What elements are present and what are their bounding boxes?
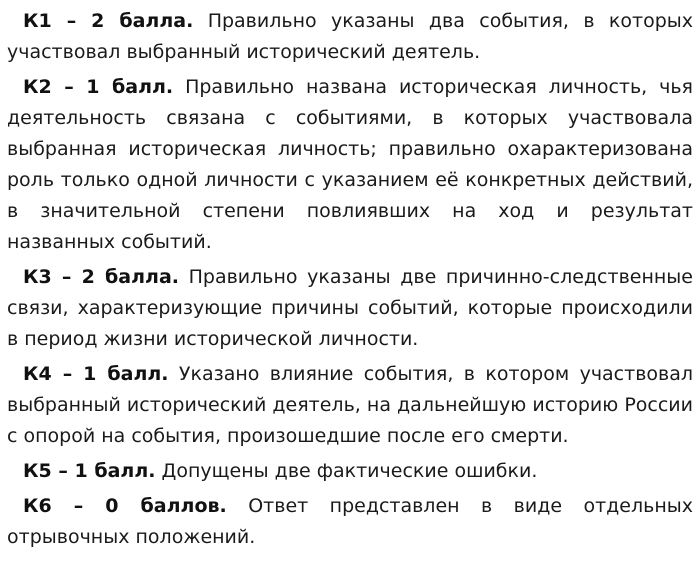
criterion-label: К1 – 2 балла. <box>23 10 194 32</box>
criterion-text: Допущены две фактические ошибки. <box>161 460 538 482</box>
criterion-text: Правильно названа историческая личность, чья деятельность связана с событиями, в которых участвовала выбранная историческая личность; правильно охарактеризована роль только одной личности с указанием её конкретных действий, в значительной степени повлиявших на ход и результат названных событий. <box>7 76 693 253</box>
criterion-text: Правильно указаны два события, в которых участвовал выбранный исторический деятель. <box>7 10 693 63</box>
criterion-k2 <box>7 72 693 258</box>
criterion-label: К2 – 1 балл. <box>23 76 174 98</box>
criterion-k3 <box>7 262 693 355</box>
criterion-label: К4 – 1 балл. <box>23 363 169 385</box>
criterion-k1 <box>7 6 693 68</box>
criterion-k5 <box>7 456 693 487</box>
criterion-text: Правильно указаны две причинно-следственные связи, характеризующие причины событий, которые происходили в период жизни исторической личности. <box>7 266 693 350</box>
criterion-k6 <box>7 491 693 553</box>
criterion-text: Ответ представлен в виде отдельных отрывочных положений. <box>7 495 694 548</box>
criterion-label: К6 – 0 баллов. <box>23 495 227 517</box>
criterion-label: К5 – 1 балл. <box>23 460 156 482</box>
criterion-text: Указано влияние события, в котором участвовал выбранный исторический деятель, на дальнейшую историю России с опорой на события, произошедшие после его смерти. <box>7 363 694 447</box>
criterion-label: К3 – 2 балла. <box>23 266 179 288</box>
criterion-k4 <box>7 359 693 452</box>
